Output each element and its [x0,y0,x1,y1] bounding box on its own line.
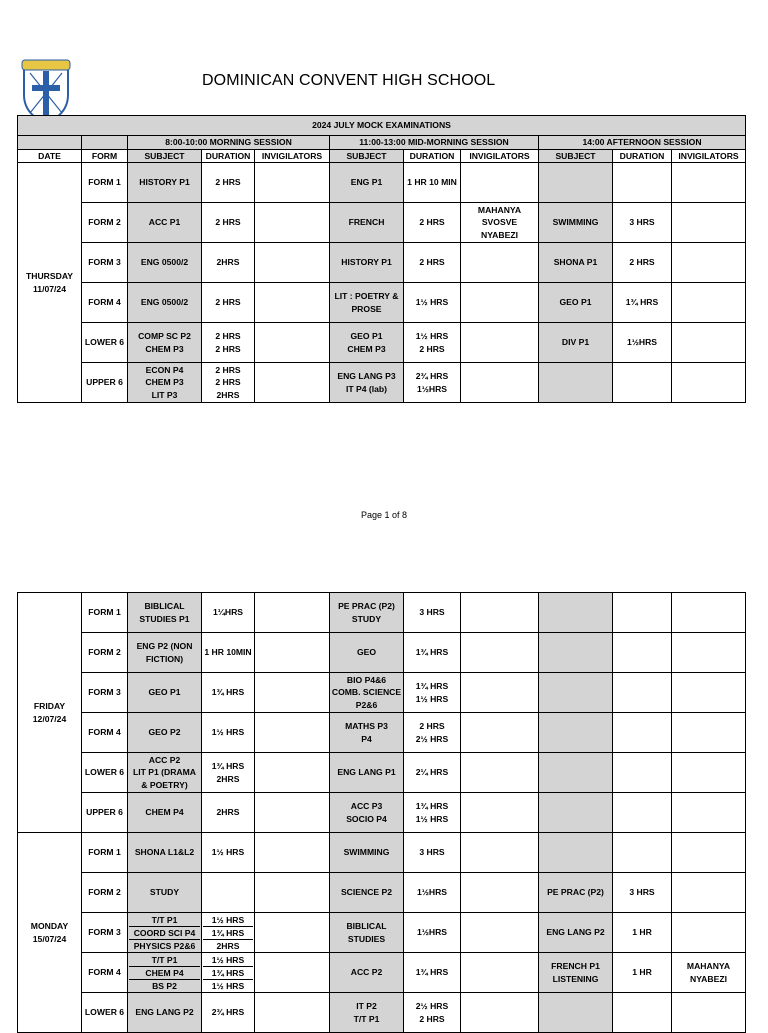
morning-duration-cell: 2HRS [202,793,255,833]
midmorning-invigilators-cell [461,953,539,993]
afternoon-subject-cell [539,993,613,1033]
afternoon-invigilators-cell [672,913,746,953]
morning-session-header: 8:00-10:00 MORNING SESSION [128,136,330,150]
form-cell: LOWER 6 [82,993,128,1033]
form-cell: FORM 1 [82,593,128,633]
morning-subject-cell: GEO P1 [128,673,202,713]
table-row [18,873,746,913]
morning-subject-cell: ENG LANG P2 [128,993,202,1033]
afternoon-invigilators-cell [672,243,746,283]
morning-duration-cell [202,913,255,953]
sub-entry: 1½ HRS [203,954,253,967]
table-row [18,203,746,243]
sub-entry: BS P2 [152,980,177,991]
afternoon-invigilators-cell [672,593,746,633]
form-cell: LOWER 6 [82,753,128,793]
weekday-label: THURSDAY [26,271,73,281]
morning-invigilators-cell [255,633,330,673]
form-cell: UPPER 6 [82,363,128,403]
morning-duration-cell: 1½ HRS [202,713,255,753]
midmorning-invigilators-cell [461,243,539,283]
form-header: FORM [82,149,128,163]
midmorning-subject-cell: ACC P3 SOCIO P4 [330,793,404,833]
midmorning-invigilators-cell [461,873,539,913]
afternoon-duration-cell [613,363,672,403]
midmorning-duration-cell: 1½HRS [404,913,461,953]
midmorning-session-header: 11:00-13:00 MID-MORNING SESSION [330,136,539,150]
table-row [18,833,746,873]
afternoon-subject-cell [539,833,613,873]
table-row [18,793,746,833]
morning-subject-cell: GEO P2 [128,713,202,753]
afternoon-subject-cell: SHONA P1 [539,243,613,283]
midmorning-invigilators-cell [461,633,539,673]
morning-subject-cell: ENG 0500/2 [128,283,202,323]
afternoon-invigilators-cell [672,753,746,793]
sub-entry: 1½ HRS [203,914,253,927]
form-cell: FORM 3 [82,673,128,713]
midmorning-subject-cell: IT P2 T/T P1 [330,993,404,1033]
afternoon-duration-cell [613,993,672,1033]
afternoon-duration-cell [613,633,672,673]
midmorning-duration-cell: 2 HRS [404,203,461,243]
form-cell: FORM 1 [82,833,128,873]
midmorning-subject-cell: PE PRAC (P2) STUDY [330,593,404,633]
afternoon-subject-cell [539,593,613,633]
afternoon-invigilators-cell [672,323,746,363]
morning-duration-cell: 1 HR 10MIN [202,633,255,673]
afternoon-invigilators-cell: MAHANYA NYABEZI [672,953,746,993]
morning-subject-cell [128,953,202,993]
morning-invigilators-cell [255,163,330,203]
afternoon-duration-cell: 1½HRS [613,323,672,363]
school-name: DOMINICAN CONVENT HIGH SCHOOL [202,72,496,89]
midmorning-duration-cell: 1½HRS [404,873,461,913]
afternoon-subject-cell [539,163,613,203]
midmorning-invigilators-cell [461,793,539,833]
morning-subject-cell: STUDY [128,873,202,913]
form-cell: FORM 3 [82,243,128,283]
form-cell: FORM 2 [82,203,128,243]
afternoon-invigilators-cell [672,713,746,753]
invigilators-header: INVIGILATORS [461,149,539,163]
afternoon-duration-cell [613,713,672,753]
form-cell: FORM 4 [82,713,128,753]
midmorning-subject-cell: BIO P4&6 COMB. SCIENCE P2&6 [330,673,404,713]
sub-entry: COORD SCI P4 [129,927,200,940]
morning-subject-cell: ENG 0500/2 [128,243,202,283]
table-row [18,953,746,993]
afternoon-duration-cell: 1 HR [613,913,672,953]
midmorning-invigilators-cell [461,363,539,403]
morning-subject-cell: ACC P2 LIT P1 (DRAMA & POETRY) [128,753,202,793]
form-cell: FORM 1 [82,163,128,203]
date-label: 15/07/24 [32,933,67,944]
midmorning-duration-cell: 1¾ HRS [404,953,461,993]
morning-subject-cell [128,913,202,953]
midmorning-duration-cell: 1 HR 10 MIN [404,163,461,203]
morning-subject-cell: HISTORY P1 [128,163,202,203]
afternoon-duration-cell [613,753,672,793]
morning-subject-cell: COMP SC P2 CHEM P3 [128,323,202,363]
sub-entry: 1½ HRS [211,980,245,991]
midmorning-invigilators-cell [461,323,539,363]
morning-invigilators-cell [255,283,330,323]
afternoon-invigilators-cell [672,993,746,1033]
morning-duration-cell [202,873,255,913]
afternoon-duration-cell [613,163,672,203]
morning-duration-cell: 1¾ HRS 2HRS [202,753,255,793]
afternoon-duration-cell: 3 HRS [613,873,672,913]
afternoon-invigilators-cell [672,163,746,203]
midmorning-invigilators-cell [461,283,539,323]
table-row [18,363,746,403]
afternoon-subject-cell [539,793,613,833]
afternoon-subject-cell [539,713,613,753]
morning-subject-cell: ECON P4 CHEM P3 LIT P3 [128,363,202,403]
form-cell: LOWER 6 [82,323,128,363]
midmorning-invigilators-cell [461,163,539,203]
midmorning-subject-cell: ENG LANG P3 IT P4 (lab) [330,363,404,403]
table-row [18,163,746,203]
morning-invigilators-cell [255,363,330,403]
afternoon-subject-cell: PE PRAC (P2) [539,873,613,913]
midmorning-invigilators-cell [461,713,539,753]
morning-duration-cell: 2 HRS [202,203,255,243]
empty-cell [18,136,82,150]
exam-title: 2024 JULY MOCK EXAMINATIONS [18,116,746,136]
morning-invigilators-cell [255,203,330,243]
monday-rows [18,833,746,1033]
midmorning-subject-cell: BIBLICAL STUDIES [330,913,404,953]
morning-duration-cell: 2 HRS [202,283,255,323]
exam-timetable-page-2 [17,592,746,1033]
morning-subject-cell: ENG P2 (NON FICTION) [128,633,202,673]
afternoon-invigilators-cell [672,673,746,713]
sub-entry: PHYSICS P2&6 [133,940,196,951]
afternoon-invigilators-cell [672,793,746,833]
midmorning-invigilators-cell: MAHANYA SVOSVE NYABEZI [461,203,539,243]
morning-invigilators-cell [255,243,330,283]
midmorning-subject-cell: ENG P1 [330,163,404,203]
morning-invigilators-cell [255,993,330,1033]
afternoon-duration-cell [613,833,672,873]
midmorning-subject-cell: ACC P2 [330,953,404,993]
midmorning-duration-cell: 1¾ HRS 1½ HRS [404,793,461,833]
table-row [18,913,746,953]
afternoon-invigilators-cell [672,283,746,323]
duration-header: DURATION [613,149,672,163]
exam-timetable-page-1 [17,115,746,403]
page-number: Page 1 of 8 [360,510,408,520]
duration-header: DURATION [202,149,255,163]
morning-invigilators-cell [255,673,330,713]
afternoon-duration-cell [613,673,672,713]
thursday-rows [18,163,746,403]
table-row [18,593,746,633]
duration-header: DURATION [404,149,461,163]
date-label: 12/07/24 [32,713,67,724]
midmorning-duration-cell: 2¼ HRS [404,753,461,793]
midmorning-duration-cell: 3 HRS [404,833,461,873]
morning-invigilators-cell [255,323,330,363]
midmorning-invigilators-cell [461,593,539,633]
midmorning-subject-cell: MATHS P3 P4 [330,713,404,753]
midmorning-duration-cell: 1¾ HRS 1½ HRS [404,673,461,713]
midmorning-duration-cell: 2 HRS [404,243,461,283]
afternoon-duration-cell [613,593,672,633]
afternoon-subject-cell: SWIMMING [539,203,613,243]
morning-invigilators-cell [255,873,330,913]
morning-invigilators-cell [255,753,330,793]
afternoon-subject-cell [539,673,613,713]
date-header: DATE [18,149,82,163]
midmorning-subject-cell: ENG LANG P1 [330,753,404,793]
midmorning-invigilators-cell [461,993,539,1033]
midmorning-duration-cell: 2½ HRS 2 HRS [404,993,461,1033]
invigilators-header: INVIGILATORS [672,149,746,163]
afternoon-invigilators-cell [672,203,746,243]
subject-header: SUBJECT [539,149,613,163]
afternoon-invigilators-cell [672,873,746,913]
midmorning-subject-cell: LIT : POETRY & PROSE [330,283,404,323]
sub-entry: 1¾ HRS [203,967,253,980]
sub-entry: CHEM P4 [129,967,200,980]
midmorning-subject-cell: SCIENCE P2 [330,873,404,913]
exam-date-cell [18,833,82,1033]
table-row [18,673,746,713]
morning-duration-cell: 1¼HRS [202,593,255,633]
form-cell: FORM 2 [82,633,128,673]
morning-duration-cell: 2 HRS 2 HRS [202,323,255,363]
form-cell: FORM 3 [82,913,128,953]
midmorning-subject-cell: HISTORY P1 [330,243,404,283]
morning-invigilators-cell [255,913,330,953]
midmorning-duration-cell: 2 HRS 2½ HRS [404,713,461,753]
midmorning-duration-cell: 1½ HRS 2 HRS [404,323,461,363]
afternoon-subject-cell [539,633,613,673]
empty-cell [82,136,128,150]
midmorning-subject-cell: GEO P1 CHEM P3 [330,323,404,363]
morning-invigilators-cell [255,793,330,833]
morning-subject-cell: BIBLICAL STUDIES P1 [128,593,202,633]
morning-duration-cell: 1¾ HRS [202,673,255,713]
sub-entry: 1¾ HRS [203,927,253,940]
subject-header: SUBJECT [330,149,404,163]
weekday-label: FRIDAY [33,701,66,711]
table-row [18,283,746,323]
morning-duration-cell: 2¾ HRS [202,993,255,1033]
afternoon-duration-cell: 1 HR [613,953,672,993]
table-row [18,323,746,363]
afternoon-duration-cell: 3 HRS [613,203,672,243]
sub-entry: T/T P1 [129,954,200,967]
form-cell: FORM 4 [82,953,128,993]
midmorning-subject-cell: GEO [330,633,404,673]
friday-rows [18,593,746,833]
invigilators-header: INVIGILATORS [255,149,330,163]
midmorning-subject-cell: FRENCH [330,203,404,243]
afternoon-subject-cell [539,363,613,403]
midmorning-invigilators-cell [461,833,539,873]
morning-duration-cell: 1½ HRS [202,833,255,873]
afternoon-subject-cell: DIV P1 [539,323,613,363]
midmorning-invigilators-cell [461,913,539,953]
form-cell: FORM 4 [82,283,128,323]
morning-duration-cell [202,953,255,993]
exam-date-cell [18,593,82,833]
afternoon-invigilators-cell [672,633,746,673]
afternoon-subject-cell: ENG LANG P2 [539,913,613,953]
morning-invigilators-cell [255,593,330,633]
morning-subject-cell: SHONA L1&L2 [128,833,202,873]
morning-duration-cell: 2 HRS 2 HRS 2HRS [202,363,255,403]
midmorning-duration-cell: 1¾ HRS [404,633,461,673]
afternoon-invigilators-cell [672,833,746,873]
afternoon-duration-cell: 2 HRS [613,243,672,283]
table-row [18,243,746,283]
form-cell: UPPER 6 [82,793,128,833]
midmorning-duration-cell: 2¾ HRS 1½HRS [404,363,461,403]
afternoon-invigilators-cell [672,363,746,403]
midmorning-duration-cell: 3 HRS [404,593,461,633]
afternoon-subject-cell [539,753,613,793]
weekday-label: MONDAY [30,921,69,931]
date-label: 11/07/24 [33,283,66,294]
form-cell: FORM 2 [82,873,128,913]
table-row [18,753,746,793]
morning-invigilators-cell [255,953,330,993]
midmorning-subject-cell: SWIMMING [330,833,404,873]
afternoon-session-header: 14:00 AFTERNOON SESSION [539,136,746,150]
sub-entry: T/T P1 [129,914,200,927]
afternoon-duration-cell [613,793,672,833]
morning-subject-cell: ACC P1 [128,203,202,243]
exam-date-cell [18,163,82,403]
table-row [18,633,746,673]
afternoon-duration-cell: 1¾ HRS [613,283,672,323]
midmorning-invigilators-cell [461,753,539,793]
morning-invigilators-cell [255,713,330,753]
table-row [18,993,746,1033]
morning-duration-cell: 2HRS [202,243,255,283]
morning-subject-cell: CHEM P4 [128,793,202,833]
subject-header: SUBJECT [128,149,202,163]
morning-duration-cell: 2 HRS [202,163,255,203]
sub-entry: 2HRS [216,940,240,951]
midmorning-duration-cell: 1½ HRS [404,283,461,323]
afternoon-subject-cell: FRENCH P1 LISTENING [539,953,613,993]
midmorning-invigilators-cell [461,673,539,713]
afternoon-subject-cell: GEO P1 [539,283,613,323]
morning-invigilators-cell [255,833,330,873]
table-row [18,713,746,753]
